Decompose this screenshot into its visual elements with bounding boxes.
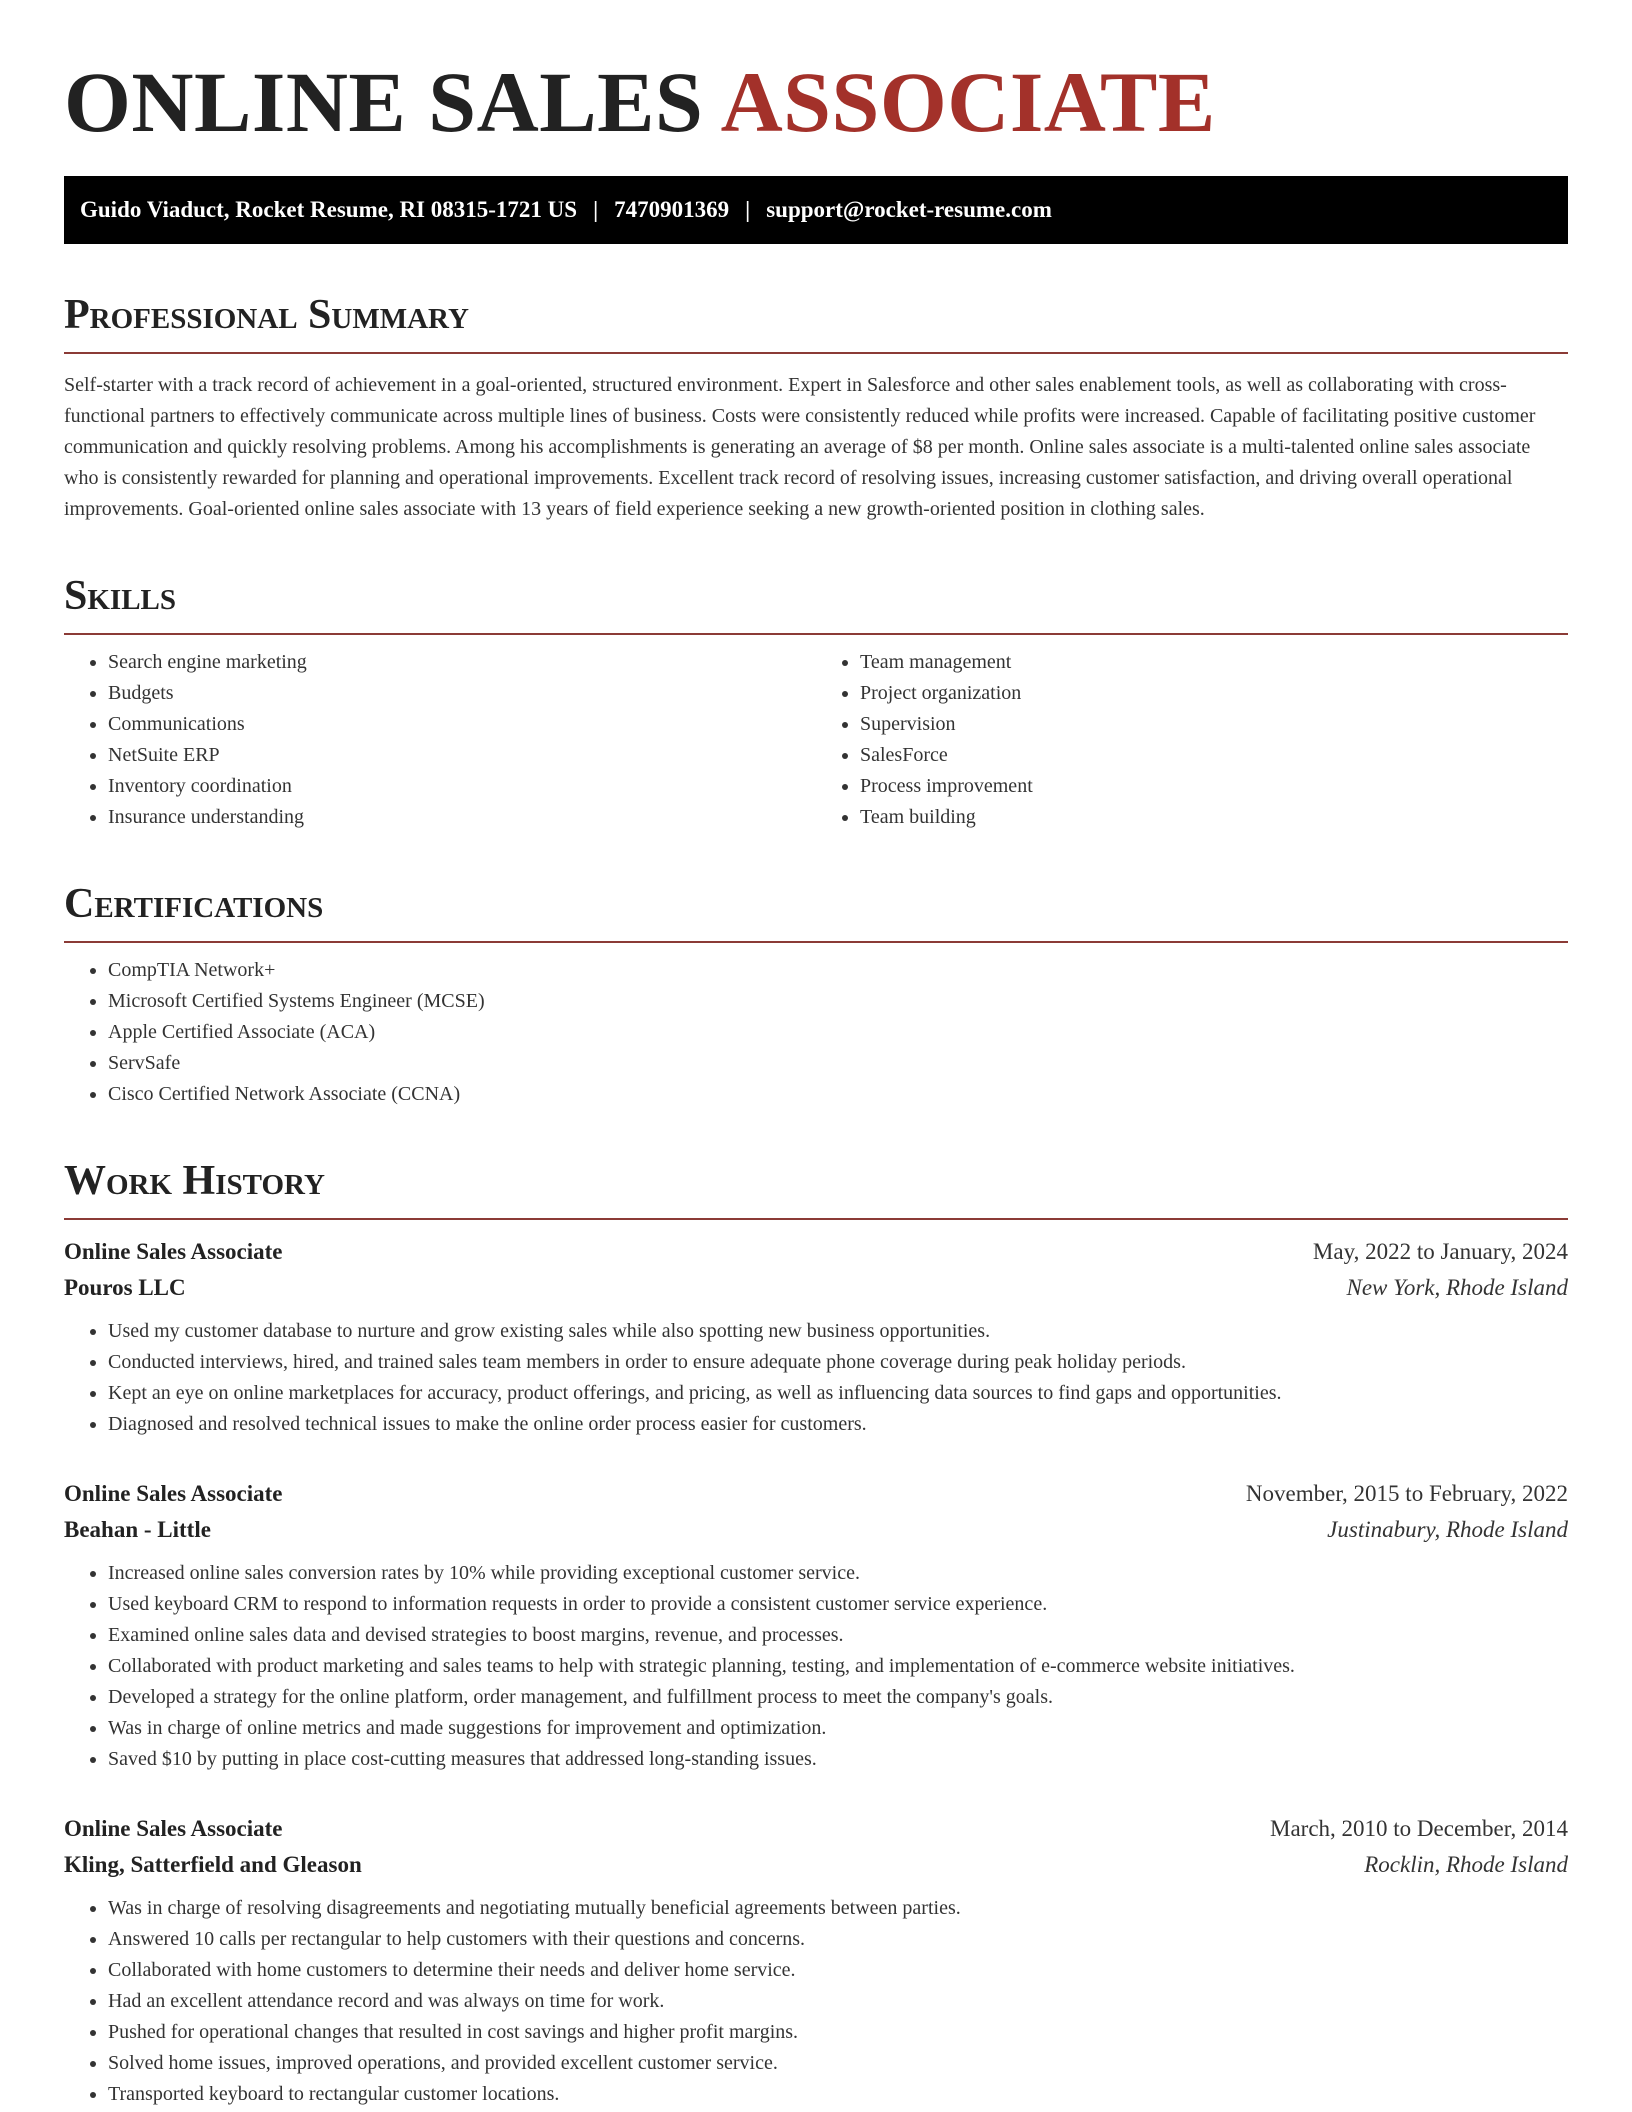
summary-section xyxy=(64,292,1568,525)
job-bullet: • Was in charge of resolving disagreements and negotiating mutually beneficial agreements between parties. xyxy=(108,1893,1568,1924)
skill-item: • Team building xyxy=(860,802,1568,833)
skills-list-left xyxy=(64,647,816,833)
certification-item: • Cisco Certified Network Associate (CCNA) xyxy=(108,1079,1568,1110)
job-location: Rocklin, Rhode Island xyxy=(1364,1852,1568,1877)
skill-item: • Process improvement xyxy=(860,771,1568,802)
section-divider xyxy=(64,1218,1568,1220)
contact-separator: | xyxy=(593,197,599,222)
job-bullet: • Collaborated with product marketing and sales teams to help with strategic planning, testing, and implementation of e-commerce website initiatives. xyxy=(108,1651,1568,1682)
job-bullet: • Solved home issues, improved operations, and provided excellent customer service. xyxy=(108,2048,1568,2079)
skill-item: • Inventory coordination xyxy=(108,771,816,802)
job-company-row xyxy=(64,1270,1568,1306)
title-main: ONLINE SALES xyxy=(64,54,704,150)
work-history-section xyxy=(64,1158,1568,2110)
certification-item: • Microsoft Certified Systems Engineer (MCSE) xyxy=(108,986,1568,1017)
job-title: Online Sales Associate xyxy=(64,1239,283,1264)
contact-email: support@rocket-resume.com xyxy=(766,197,1052,222)
skill-item: • Insurance understanding xyxy=(108,802,816,833)
jobs-list xyxy=(64,1234,1568,2110)
contact-address: Guido Viaduct, Rocket Resume, RI 08315-1721 US xyxy=(80,197,578,222)
job-bullet: • Kept an eye on online marketplaces for accuracy, product offerings, and pricing, as well as influencing data sources to find gaps and opportunities. xyxy=(108,1378,1568,1409)
job-location: Justinabury, Rhode Island xyxy=(1327,1517,1568,1542)
skill-item: • Budgets xyxy=(108,678,816,709)
job-header-row xyxy=(64,1811,1568,1847)
job-company: Kling, Satterfield and Gleason xyxy=(64,1852,362,1877)
skill-item: • Project organization xyxy=(860,678,1568,709)
skill-item: • SalesForce xyxy=(860,740,1568,771)
job-bullets xyxy=(64,1893,1568,2110)
job-header-row xyxy=(64,1476,1568,1512)
job-company: Pouros LLC xyxy=(64,1275,186,1300)
job-header-row xyxy=(64,1234,1568,1270)
certification-item: • Apple Certified Associate (ACA) xyxy=(108,1017,1568,1048)
resume-content xyxy=(64,52,1568,2110)
job-dates: March, 2010 to December, 2014 xyxy=(1270,1816,1568,1841)
job-company: Beahan - Little xyxy=(64,1517,211,1542)
skill-item: • Communications xyxy=(108,709,816,740)
job-bullet: • Pushed for operational changes that resulted in cost savings and higher profit margins. xyxy=(108,2017,1568,2048)
skills-list-right xyxy=(816,647,1568,833)
skill-item: • Supervision xyxy=(860,709,1568,740)
job-company-row xyxy=(64,1847,1568,1883)
skill-item: • NetSuite ERP xyxy=(108,740,816,771)
job-bullet: • Used my customer database to nurture and grow existing sales while also spotting new business opportunities. xyxy=(108,1316,1568,1347)
resume-title xyxy=(64,52,1568,152)
job-dates: November, 2015 to February, 2022 xyxy=(1245,1481,1568,1506)
job-bullet: • Used keyboard CRM to respond to information requests in order to provide a consistent customer service experience. xyxy=(108,1589,1568,1620)
certifications-list xyxy=(64,955,1568,1110)
job-bullet: • Conducted interviews, hired, and trained sales team members in order to ensure adequate phone coverage during peak holiday periods. xyxy=(108,1347,1568,1378)
summary-heading: Professional Summary xyxy=(64,292,469,338)
section-divider xyxy=(64,352,1568,354)
job-bullet: • Saved $10 by putting in place cost-cutting measures that addressed long-standing issues. xyxy=(108,1744,1568,1775)
job-bullet: • Examined online sales data and devised strategies to boost margins, revenue, and processes. xyxy=(108,1620,1568,1651)
section-divider xyxy=(64,941,1568,943)
job-bullet: • Developed a strategy for the online platform, order management, and fulfillment process to meet the company's goals. xyxy=(108,1682,1568,1713)
title-accent: ASSOCIATE xyxy=(720,54,1216,150)
certifications-heading: Certifications xyxy=(64,881,324,927)
job-bullet: • Had an excellent attendance record and was always on time for work. xyxy=(108,1986,1568,2017)
job-title: Online Sales Associate xyxy=(64,1816,283,1841)
job-title: Online Sales Associate xyxy=(64,1481,283,1506)
job-bullet: • Collaborated with home customers to determine their needs and deliver home service. xyxy=(108,1955,1568,1986)
skills-grid xyxy=(64,647,1568,833)
summary-text: Self-starter with a track record of achievement in a goal-oriented, structured environment. Expert in Salesforce and other sales enablement tools, as well as collaborating with cross-functional partners to effectively communicate across multiple lines of business. Costs were consistently reduced while profits were increased. Capable of facilitating positive customer communication and quickly resolving problems. Among his accomplishments is generating an average of $8 per month. Online sales associate is a multi-talented online sales associate who is consistently rewarded for planning and operational improvements. Excellent track record of resolving issues, increasing customer satisfaction, and driving overall operational improvements. Goal-oriented online sales associate with 13 years of field experience seeking a new growth-oriented position in clothing sales. xyxy=(64,374,1536,520)
job-entry xyxy=(64,1476,1568,1775)
skills-heading: Skills xyxy=(64,573,177,619)
work-history-heading: Work History xyxy=(64,1158,325,1204)
job-bullets xyxy=(64,1316,1568,1440)
job-entry xyxy=(64,1234,1568,1440)
job-location: New York, Rhode Island xyxy=(1346,1275,1568,1300)
job-bullets xyxy=(64,1558,1568,1775)
job-bullet: • Was in charge of online metrics and made suggestions for improvement and optimization. xyxy=(108,1713,1568,1744)
job-bullet: • Answered 10 calls per rectangular to help customers with their questions and concerns. xyxy=(108,1924,1568,1955)
certifications-section xyxy=(64,881,1568,1110)
contact-phone: 7470901369 xyxy=(614,197,730,222)
skills-section xyxy=(64,573,1568,833)
job-entry xyxy=(64,1811,1568,2110)
job-bullet: • Transported keyboard to rectangular customer locations. xyxy=(108,2079,1568,2110)
job-bullet: • Increased online sales conversion rates by 10% while providing exceptional customer service. xyxy=(108,1558,1568,1589)
certification-item: • CompTIA Network+ xyxy=(108,955,1568,986)
certification-item: • ServSafe xyxy=(108,1048,1568,1079)
section-divider xyxy=(64,633,1568,635)
job-bullet: • Diagnosed and resolved technical issues to make the online order process easier for customers. xyxy=(108,1409,1568,1440)
job-dates: May, 2022 to January, 2024 xyxy=(1312,1239,1568,1264)
skill-item: • Team management xyxy=(860,647,1568,678)
job-company-row xyxy=(64,1512,1568,1548)
contact-separator: | xyxy=(745,197,751,222)
skill-item: • Search engine marketing xyxy=(108,647,816,678)
contact-bar xyxy=(64,176,1568,244)
